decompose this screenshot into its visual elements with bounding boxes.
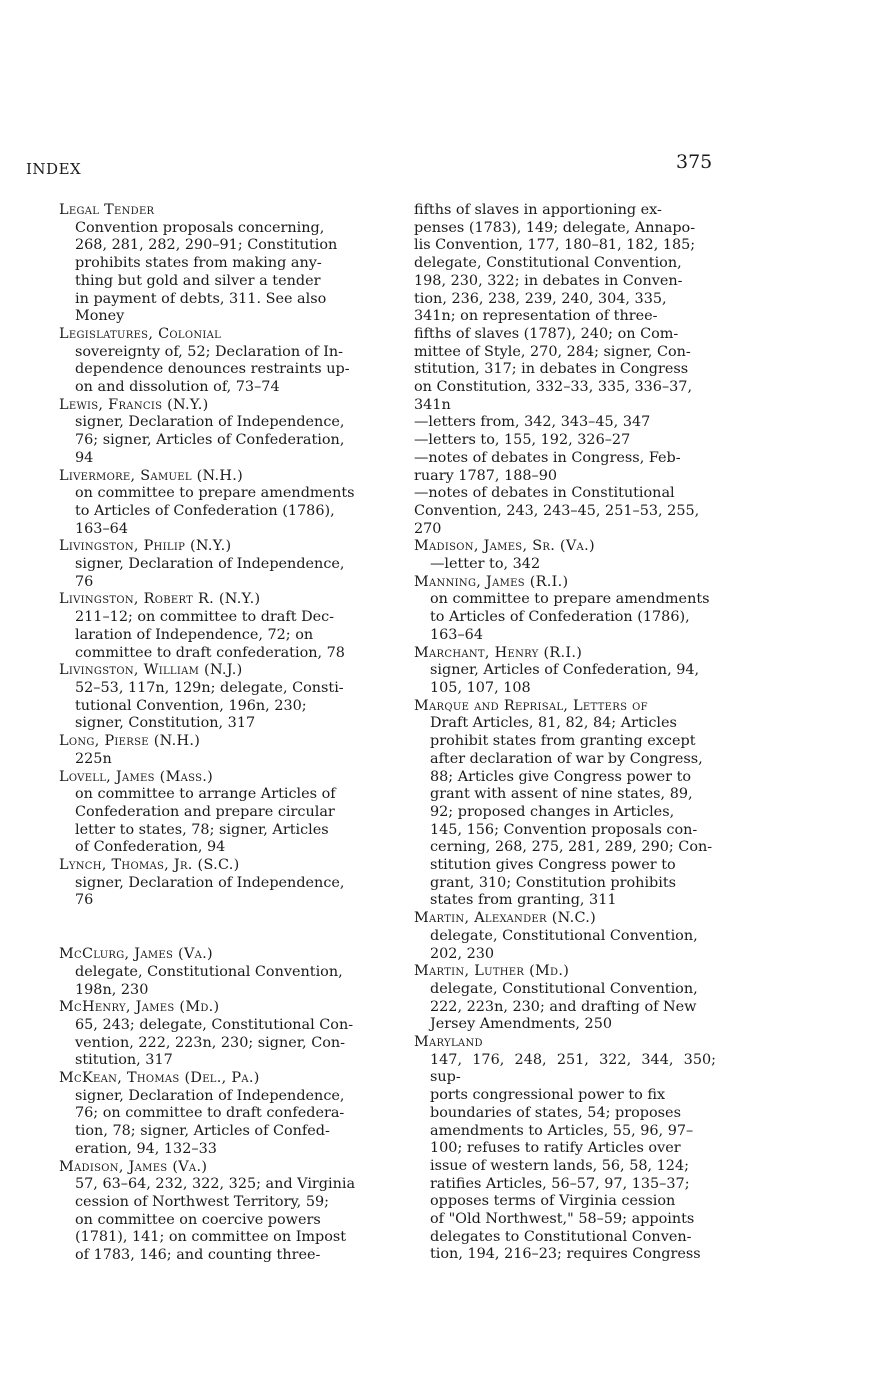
index-entry-heading: Livingston, Robert R. (N.Y.) (59, 591, 261, 608)
index-line: 52–53, 117n, 129n; delegate, Consti- (75, 679, 344, 696)
index-line: cerning, 268, 275, 281, 289, 290; Con- (430, 839, 713, 856)
index-line: —letters from, 342, 343–45, 347 (414, 414, 651, 431)
index-line: fifths of slaves in apportioning ex- (414, 202, 662, 218)
index-line: —notes of debates in Constitutional (414, 485, 675, 502)
running-header: INDEX (26, 160, 82, 178)
index-line: stitution gives Congress power to (430, 857, 676, 874)
index-line: on committee to arrange Articles of (75, 786, 336, 803)
index-line: Draft Articles, 81, 82, 84; Articles (430, 715, 677, 732)
index-line: ports congressional power to fix (430, 1087, 666, 1104)
index-entry (414, 963, 716, 1034)
index-entry-heading: Martin, Alexander (N.C.) (414, 910, 597, 927)
index-line: 76 (75, 573, 94, 590)
index-line: delegates to Constitutional Conven- (430, 1228, 692, 1245)
index-line: 76; on committee to draft confedera- (75, 1105, 345, 1122)
index-line: 198, 230, 322; in debates in Conven- (414, 272, 683, 289)
index-line: 100; refuses to ratify Articles over (430, 1140, 681, 1157)
index-line: signer, Declaration of Independence, (75, 874, 345, 891)
index-column-right (414, 202, 716, 1264)
index-entry-heading: Lewis, Francis (N.Y.) (59, 396, 209, 413)
index-line: on Constitution, 332–33, 335, 336–37, (414, 379, 693, 396)
index-entry-body (414, 1052, 716, 1264)
index-line: 92; proposed changes in Articles, (430, 803, 675, 820)
index-entry-body (59, 485, 361, 538)
index-entry (59, 591, 361, 662)
index-line: 202, 230 (430, 945, 495, 962)
index-entry-heading: Madison, James (Va.) (59, 1158, 208, 1175)
index-line: 225n (75, 750, 112, 767)
index-line: signer, Constitution, 317 (75, 715, 256, 732)
index-entry-body (414, 928, 716, 963)
index-line: mittee of Style, 270, 284; signer, Con- (414, 343, 691, 360)
index-entry-heading: Lovell, James (Mass.) (59, 768, 214, 785)
index-line: in payment of debts, 311. See also (75, 290, 327, 307)
index-entry (414, 698, 716, 910)
index-entry (414, 1034, 716, 1264)
index-line: signer, Articles of Confederation, 94, (430, 662, 700, 679)
index-entry-heading: Marchant, Henry (R.I.) (414, 644, 583, 661)
index-line: 268, 281, 282, 290–91; Constitution (75, 237, 338, 254)
index-line: 222, 223n, 230; and drafting of New (430, 998, 697, 1015)
index-entry-body (59, 1176, 361, 1265)
index-line: issue of western lands, 56, 58, 124; (430, 1157, 689, 1174)
index-entry-body (59, 220, 361, 326)
index-line: tion, 236, 238, 239, 240, 304, 335, (414, 290, 667, 307)
index-entry (59, 397, 361, 468)
index-line: committee to draft confederation, 78 (75, 644, 345, 661)
index-line: delegate, Constitutional Convention, (430, 980, 698, 997)
index-line: signer, Declaration of Independence, (75, 414, 345, 431)
index-entry-heading: Legislatures, Colonial (59, 325, 222, 342)
index-line: Convention proposals concerning, (75, 219, 325, 236)
index-line: delegate, Constitutional Convention, (430, 927, 698, 944)
index-entry-body (59, 1017, 361, 1070)
index-entry-body (414, 556, 716, 574)
index-entry-body (414, 591, 716, 644)
index-entry (414, 645, 716, 698)
index-line: on committee to prepare amendments (430, 591, 710, 608)
index-line: prohibits states from making any- (75, 255, 322, 272)
index-line: letter to states, 78; signer, Articles (75, 821, 329, 838)
index-entry-heading: Lynch, Thomas, Jr. (S.C.) (59, 857, 240, 874)
index-line: to Articles of Confederation (1786), (430, 609, 690, 626)
index-line: tion, 78; signer, Articles of Confed- (75, 1123, 330, 1140)
index-entry-heading: McKean, Thomas (Del., Pa.) (59, 1070, 260, 1087)
index-line: 341n; on representation of three- (414, 308, 658, 325)
index-line: opposes terms of Virginia cession (430, 1193, 676, 1210)
index-entry (59, 538, 361, 591)
index-line: grant, 310; Constitution prohibits (430, 874, 677, 891)
index-line: 76 (75, 892, 94, 909)
index-line: signer, Declaration of Independence, (75, 1087, 345, 1104)
index-line: 211–12; on committee to draft Dec- (75, 609, 335, 626)
index-line: dependence denounces restraints up- (75, 361, 350, 378)
index-line: —notes of debates in Congress, Feb- (414, 449, 681, 466)
continued-entry-body (414, 202, 716, 538)
index-entry (59, 857, 361, 910)
index-entry-heading: McClurg, James (Va.) (59, 946, 213, 963)
index-line: tion, 194, 216–23; requires Congress (430, 1246, 701, 1263)
index-entry-heading: Maryland (414, 1034, 483, 1051)
index-entry (59, 733, 361, 768)
index-line: 65, 243; delegate, Constitutional Con- (75, 1016, 354, 1033)
index-line: 270 (414, 520, 442, 537)
index-entry (59, 1159, 361, 1265)
index-entry (59, 468, 361, 539)
index-line: boundaries of states, 54; proposes (430, 1104, 681, 1121)
index-entry-body (59, 964, 361, 999)
index-line: Money (75, 308, 125, 325)
index-entry-heading: Madison, James, Sr. (Va.) (414, 538, 595, 555)
index-line: prohibit states from granting except (430, 733, 696, 750)
index-entry-heading: Marque and Reprisal, Letters of (414, 697, 648, 714)
index-entry-body (59, 609, 361, 662)
index-column-left (59, 202, 361, 1265)
index-line: 88; Articles give Congress power to (430, 768, 692, 785)
index-line: Convention, 243, 243–45, 251–53, 255, (414, 502, 700, 519)
index-entry (414, 538, 716, 573)
index-entry (59, 662, 361, 733)
index-entry-body (414, 715, 716, 910)
index-line: 147, 176, 248, 251, 322, 344, 350; sup- (430, 1051, 716, 1086)
index-line: of 1783, 146; and counting three- (75, 1247, 321, 1264)
index-line: vention, 222, 223n, 230; signer, Con- (75, 1034, 346, 1051)
index-line: lis Convention, 177, 180–81, 182, 185; (414, 237, 696, 254)
index-line: on committee to prepare amendments (75, 485, 355, 502)
index-line: delegate, Constitutional Convention, (75, 963, 343, 980)
index-entry (59, 769, 361, 858)
index-entry-body (59, 786, 361, 857)
index-line: penses (1783), 149; delegate, Annapo- (414, 219, 696, 236)
index-entry-heading: McHenry, James (Md.) (59, 999, 220, 1016)
index-line: tutional Convention, 196n, 230; (75, 697, 307, 714)
index-line: sovereignty of, 52; Declaration of In- (75, 343, 344, 360)
index-entry-heading: Manning, James (R.I.) (414, 573, 569, 590)
index-entry-heading: Livingston, Philip (N.Y.) (59, 538, 232, 555)
index-line: signer, Declaration of Independence, (75, 556, 345, 573)
index-entry-body (59, 556, 361, 591)
index-line: 163–64 (75, 520, 128, 537)
index-entry (59, 202, 361, 326)
index-entry (414, 910, 716, 963)
index-line: grant with assent of nine states, 89, (430, 786, 693, 803)
index-line: 76; signer, Articles of Confederation, (75, 432, 345, 449)
index-line: stitution, 317 (75, 1052, 173, 1069)
index-entry-body (59, 414, 361, 467)
index-entry (59, 326, 361, 397)
index-entry-body (59, 751, 361, 769)
index-line: 198n, 230 (75, 981, 149, 998)
index-line: after declaration of war by Congress, (430, 750, 703, 767)
index-line: eration, 94, 132–33 (75, 1140, 217, 1157)
index-line: to Articles of Confederation (1786), (75, 502, 335, 519)
index-entry-body (59, 1088, 361, 1159)
index-entry-heading: Legal Tender (59, 202, 155, 218)
page-number: 375 (676, 151, 713, 173)
index-line: 105, 107, 108 (430, 679, 531, 696)
index-line: on and dissolution of, 73–74 (75, 379, 280, 396)
index-line: —letter to, 342 (430, 556, 541, 573)
index-entry (59, 1070, 361, 1159)
index-line: states from granting, 311 (430, 892, 617, 909)
index-line: 145, 156; Convention proposals con- (430, 821, 698, 838)
index-line: fifths of slaves (1787), 240; on Com- (414, 325, 679, 342)
index-line: 341n (414, 396, 451, 413)
index-line: (1781), 141; on committee on Impost (75, 1229, 347, 1246)
index-line: cession of Northwest Territory, 59; (75, 1193, 329, 1210)
index-line: amendments to Articles, 55, 96, 97– (430, 1122, 694, 1139)
index-line: laration of Independence, 72; on (75, 626, 314, 643)
index-line: stitution, 317; in debates in Congress (414, 361, 689, 378)
index-entry-body (59, 680, 361, 733)
index-line: of Confederation, 94 (75, 839, 226, 856)
index-line: Confederation and prepare circular (75, 803, 335, 820)
index-line: on committee on coercive powers (75, 1211, 321, 1228)
index-line: 163–64 (430, 626, 483, 643)
index-line: thing but gold and silver a tender (75, 272, 321, 289)
index-line: —letters to, 155, 192, 326–27 (414, 432, 631, 449)
index-line: of "Old Northwest," 58–59; appoints (430, 1211, 695, 1228)
index-entry (414, 574, 716, 645)
letter-group-gap (59, 910, 361, 946)
index-line: 94 (75, 449, 94, 466)
index-entry-heading: Livermore, Samuel (N.H.) (59, 467, 244, 484)
index-entry-body (414, 662, 716, 697)
index-entry-body (414, 981, 716, 1034)
index-line: delegate, Constitutional Convention, (414, 255, 682, 272)
index-entry (59, 946, 361, 999)
index-line: Jersey Amendments, 250 (430, 1016, 613, 1033)
index-entry-heading: Long, Pierse (N.H.) (59, 733, 201, 750)
index-entry-body (59, 875, 361, 910)
index-line: ratifies Articles, 56–57, 97, 135–37; (430, 1175, 690, 1192)
index-entry-heading: Martin, Luther (Md.) (414, 963, 570, 980)
index-entry-body (59, 344, 361, 397)
index-entry (59, 999, 361, 1070)
index-line: 57, 63–64, 232, 322, 325; and Virginia (75, 1176, 356, 1193)
index-entry-heading: Livingston, William (N.J.) (59, 662, 243, 679)
index-line: ruary 1787, 188–90 (414, 467, 558, 484)
